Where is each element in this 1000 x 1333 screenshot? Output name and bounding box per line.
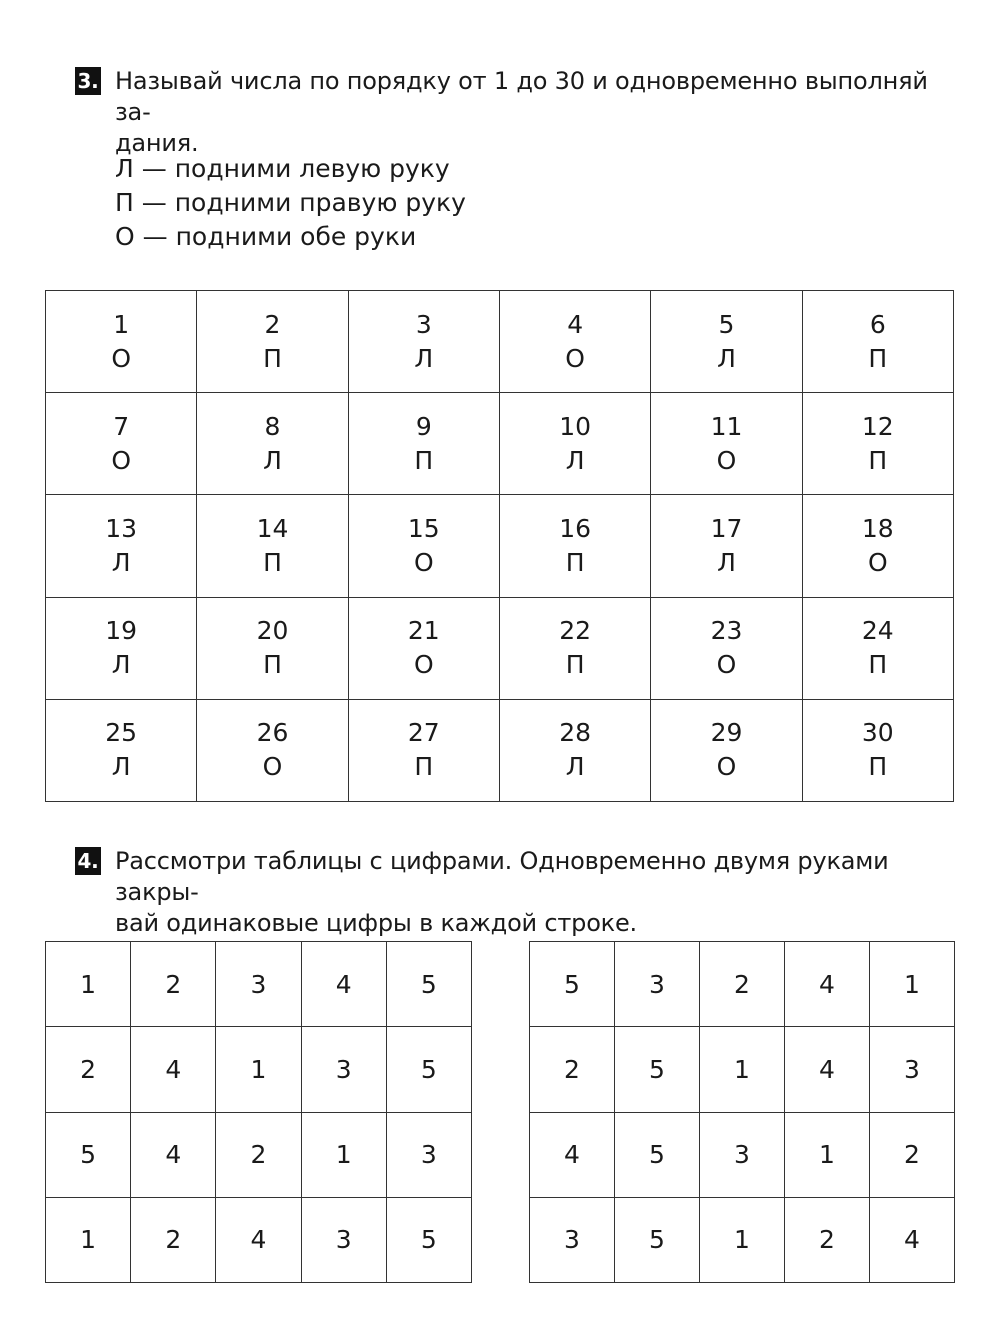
cell-letter: О: [716, 752, 737, 782]
digit-cell: 3: [301, 1197, 386, 1282]
digit-cell: 2: [216, 1112, 301, 1197]
cell-letter: П: [565, 547, 585, 577]
digit-cell: 3: [301, 1027, 386, 1112]
grid-cell: [651, 291, 802, 393]
cell-number: 29: [710, 718, 743, 748]
cell-letter: П: [414, 445, 434, 475]
table-row: [530, 1197, 955, 1282]
digit-cell: 1: [700, 1197, 785, 1282]
grid-cell: [499, 597, 650, 699]
cell-number: 11: [710, 411, 743, 441]
digit-cell: 3: [870, 1027, 955, 1112]
grid-cell: [197, 495, 348, 597]
digit-cell: 2: [785, 1197, 870, 1282]
digit-cell: 5: [386, 1197, 471, 1282]
grid-cell: [802, 291, 953, 393]
cell-number: 17: [710, 513, 743, 543]
task-4-number-badge: 4.: [75, 847, 101, 875]
cell-number: 1: [113, 309, 130, 339]
task-3-legend: [115, 152, 466, 254]
digit-cell: 4: [131, 1027, 216, 1112]
digit-cell: 4: [870, 1197, 955, 1282]
grid-cell: [197, 597, 348, 699]
cell-number: 30: [861, 718, 894, 748]
grid-cell: [499, 291, 650, 393]
cell-letter: О: [716, 650, 737, 680]
grid-cell: [651, 699, 802, 801]
digit-cell: 5: [386, 1027, 471, 1112]
grid-cell: [802, 495, 953, 597]
cell-number: 6: [869, 309, 886, 339]
cell-letter: П: [414, 752, 434, 782]
digit-cell: 5: [615, 1197, 700, 1282]
digit-cell: 4: [785, 942, 870, 1027]
cell-letter: О: [111, 343, 131, 373]
cell-letter: О: [111, 445, 131, 475]
cell-number: 3: [415, 309, 432, 339]
table-row: [530, 1112, 955, 1197]
cell-letter: Л: [263, 445, 282, 475]
cell-letter: Л: [717, 343, 736, 373]
cell-letter: П: [868, 650, 888, 680]
digit-cell: 1: [785, 1112, 870, 1197]
digit-cell: 3: [700, 1112, 785, 1197]
cell-number: 5: [718, 309, 735, 339]
task-3-number-grid: [45, 290, 954, 802]
cell-letter: Л: [111, 547, 131, 577]
digit-cell: 3: [386, 1112, 471, 1197]
digit-cell: 1: [700, 1027, 785, 1112]
grid-cell: [348, 597, 499, 699]
digit-cell: 5: [615, 1027, 700, 1112]
cell-number: 4: [567, 309, 584, 339]
cell-letter: Л: [565, 445, 585, 475]
grid-cell: [197, 699, 348, 801]
digit-cell: 2: [700, 942, 785, 1027]
grid-cell: [499, 699, 650, 801]
cell-letter: П: [868, 445, 888, 475]
cell-number: 25: [105, 718, 138, 748]
cell-number: 9: [415, 411, 432, 441]
cell-number: 21: [407, 616, 440, 646]
grid-cell: [651, 495, 802, 597]
cell-number: 22: [559, 616, 592, 646]
cell-letter: П: [263, 547, 282, 577]
grid-cell: [802, 393, 953, 495]
cell-number: 15: [407, 513, 440, 543]
grid-row: [46, 699, 954, 801]
grid-row: [46, 393, 954, 495]
cell-letter: П: [868, 752, 888, 782]
digit-cell: 5: [615, 1112, 700, 1197]
grid-cell: [499, 495, 650, 597]
cell-number: 16: [559, 513, 592, 543]
digit-cell: 5: [386, 942, 471, 1027]
table-row: [46, 1027, 472, 1112]
cell-letter: П: [565, 650, 585, 680]
cell-letter: Л: [414, 343, 434, 373]
task-4-right-digit-table: [529, 941, 955, 1283]
cell-number: 20: [256, 616, 289, 646]
cell-number: 12: [861, 411, 894, 441]
task-4-instruction-line-1: Рассмотри таблицы с цифрами. Одновременно двумя руками закры-: [115, 847, 889, 906]
digit-cell: 4: [216, 1197, 301, 1282]
grid-cell: [802, 597, 953, 699]
digit-cell: 5: [530, 942, 615, 1027]
cell-number: 14: [256, 513, 289, 543]
cell-letter: П: [263, 650, 282, 680]
grid-row: [46, 495, 954, 597]
grid-cell: [348, 495, 499, 597]
grid-row: [46, 291, 954, 393]
cell-letter: О: [262, 752, 283, 782]
grid-cell: [499, 393, 650, 495]
digit-cell: 4: [530, 1112, 615, 1197]
table-row: [46, 942, 472, 1027]
cell-letter: О: [716, 445, 737, 475]
digit-cell: 1: [46, 1197, 131, 1282]
cell-letter: О: [565, 343, 585, 373]
cell-number: 19: [105, 616, 138, 646]
grid-cell: [46, 291, 197, 393]
digit-cell: 1: [216, 1027, 301, 1112]
task-3: [75, 66, 955, 159]
cell-letter: Л: [111, 752, 131, 782]
table-row: [46, 1112, 472, 1197]
cell-number: 23: [710, 616, 743, 646]
grid-cell: [46, 597, 197, 699]
grid-row: [46, 597, 954, 699]
legend-both-hands: О — подними обе руки: [115, 222, 417, 251]
task-4-heading: [75, 846, 955, 939]
cell-number: 26: [256, 718, 289, 748]
grid-cell: [197, 393, 348, 495]
digit-cell: 5: [46, 1112, 131, 1197]
cell-number: 28: [559, 718, 592, 748]
digit-cell: 3: [216, 942, 301, 1027]
grid-cell: [197, 291, 348, 393]
grid-cell: [348, 393, 499, 495]
grid-cell: [348, 291, 499, 393]
legend-right-hand: П — подними правую руку: [115, 188, 466, 217]
cell-letter: П: [868, 343, 888, 373]
cell-letter: Л: [111, 650, 131, 680]
digit-cell: 3: [615, 942, 700, 1027]
digit-cell: 2: [131, 942, 216, 1027]
cell-number: 7: [113, 411, 130, 441]
digit-cell: 1: [870, 942, 955, 1027]
cell-number: 27: [407, 718, 440, 748]
digit-cell: 4: [301, 942, 386, 1027]
digit-cell: 2: [131, 1197, 216, 1282]
task-3-instruction-line-1: Называй числа по порядку от 1 до 30 и одновременно выполняй за-: [115, 67, 928, 126]
digit-cell: 4: [131, 1112, 216, 1197]
digit-cell: 1: [301, 1112, 386, 1197]
cell-letter: Л: [565, 752, 585, 782]
digit-cell: 2: [530, 1027, 615, 1112]
cell-letter: О: [413, 650, 434, 680]
task-3-number-badge: 3.: [75, 67, 101, 95]
task-3-instruction: [115, 66, 955, 159]
cell-letter: Л: [717, 547, 736, 577]
grid-cell: [651, 597, 802, 699]
task-4-instruction-line-2: вай одинаковые цифры в каждой строке.: [115, 909, 637, 937]
cell-number: 8: [264, 411, 281, 441]
task-3-heading: [75, 66, 955, 159]
legend-left-hand: Л — подними левую руку: [115, 154, 450, 183]
task-4-left-digit-table: [45, 941, 472, 1283]
digit-cell: 3: [530, 1197, 615, 1282]
digit-cell: 2: [870, 1112, 955, 1197]
table-row: [530, 1027, 955, 1112]
cell-number: 2: [264, 309, 281, 339]
cell-number: 24: [861, 616, 894, 646]
grid-cell: [46, 495, 197, 597]
grid-cell: [46, 699, 197, 801]
grid-cell: [651, 393, 802, 495]
digit-cell: 4: [785, 1027, 870, 1112]
grid-cell: [802, 699, 953, 801]
cell-number: 10: [559, 411, 592, 441]
task-4: [75, 846, 955, 939]
cell-letter: П: [263, 343, 282, 373]
task-3-instruction-line-2: дания.: [115, 129, 199, 157]
grid-cell: [348, 699, 499, 801]
table-row: [530, 942, 955, 1027]
table-row: [46, 1197, 472, 1282]
cell-letter: О: [867, 547, 888, 577]
cell-letter: О: [413, 547, 434, 577]
cell-number: 13: [105, 513, 138, 543]
digit-cell: 2: [46, 1027, 131, 1112]
task-4-instruction: [115, 846, 955, 939]
grid-cell: [46, 393, 197, 495]
digit-cell: 1: [46, 942, 131, 1027]
cell-number: 18: [861, 513, 894, 543]
